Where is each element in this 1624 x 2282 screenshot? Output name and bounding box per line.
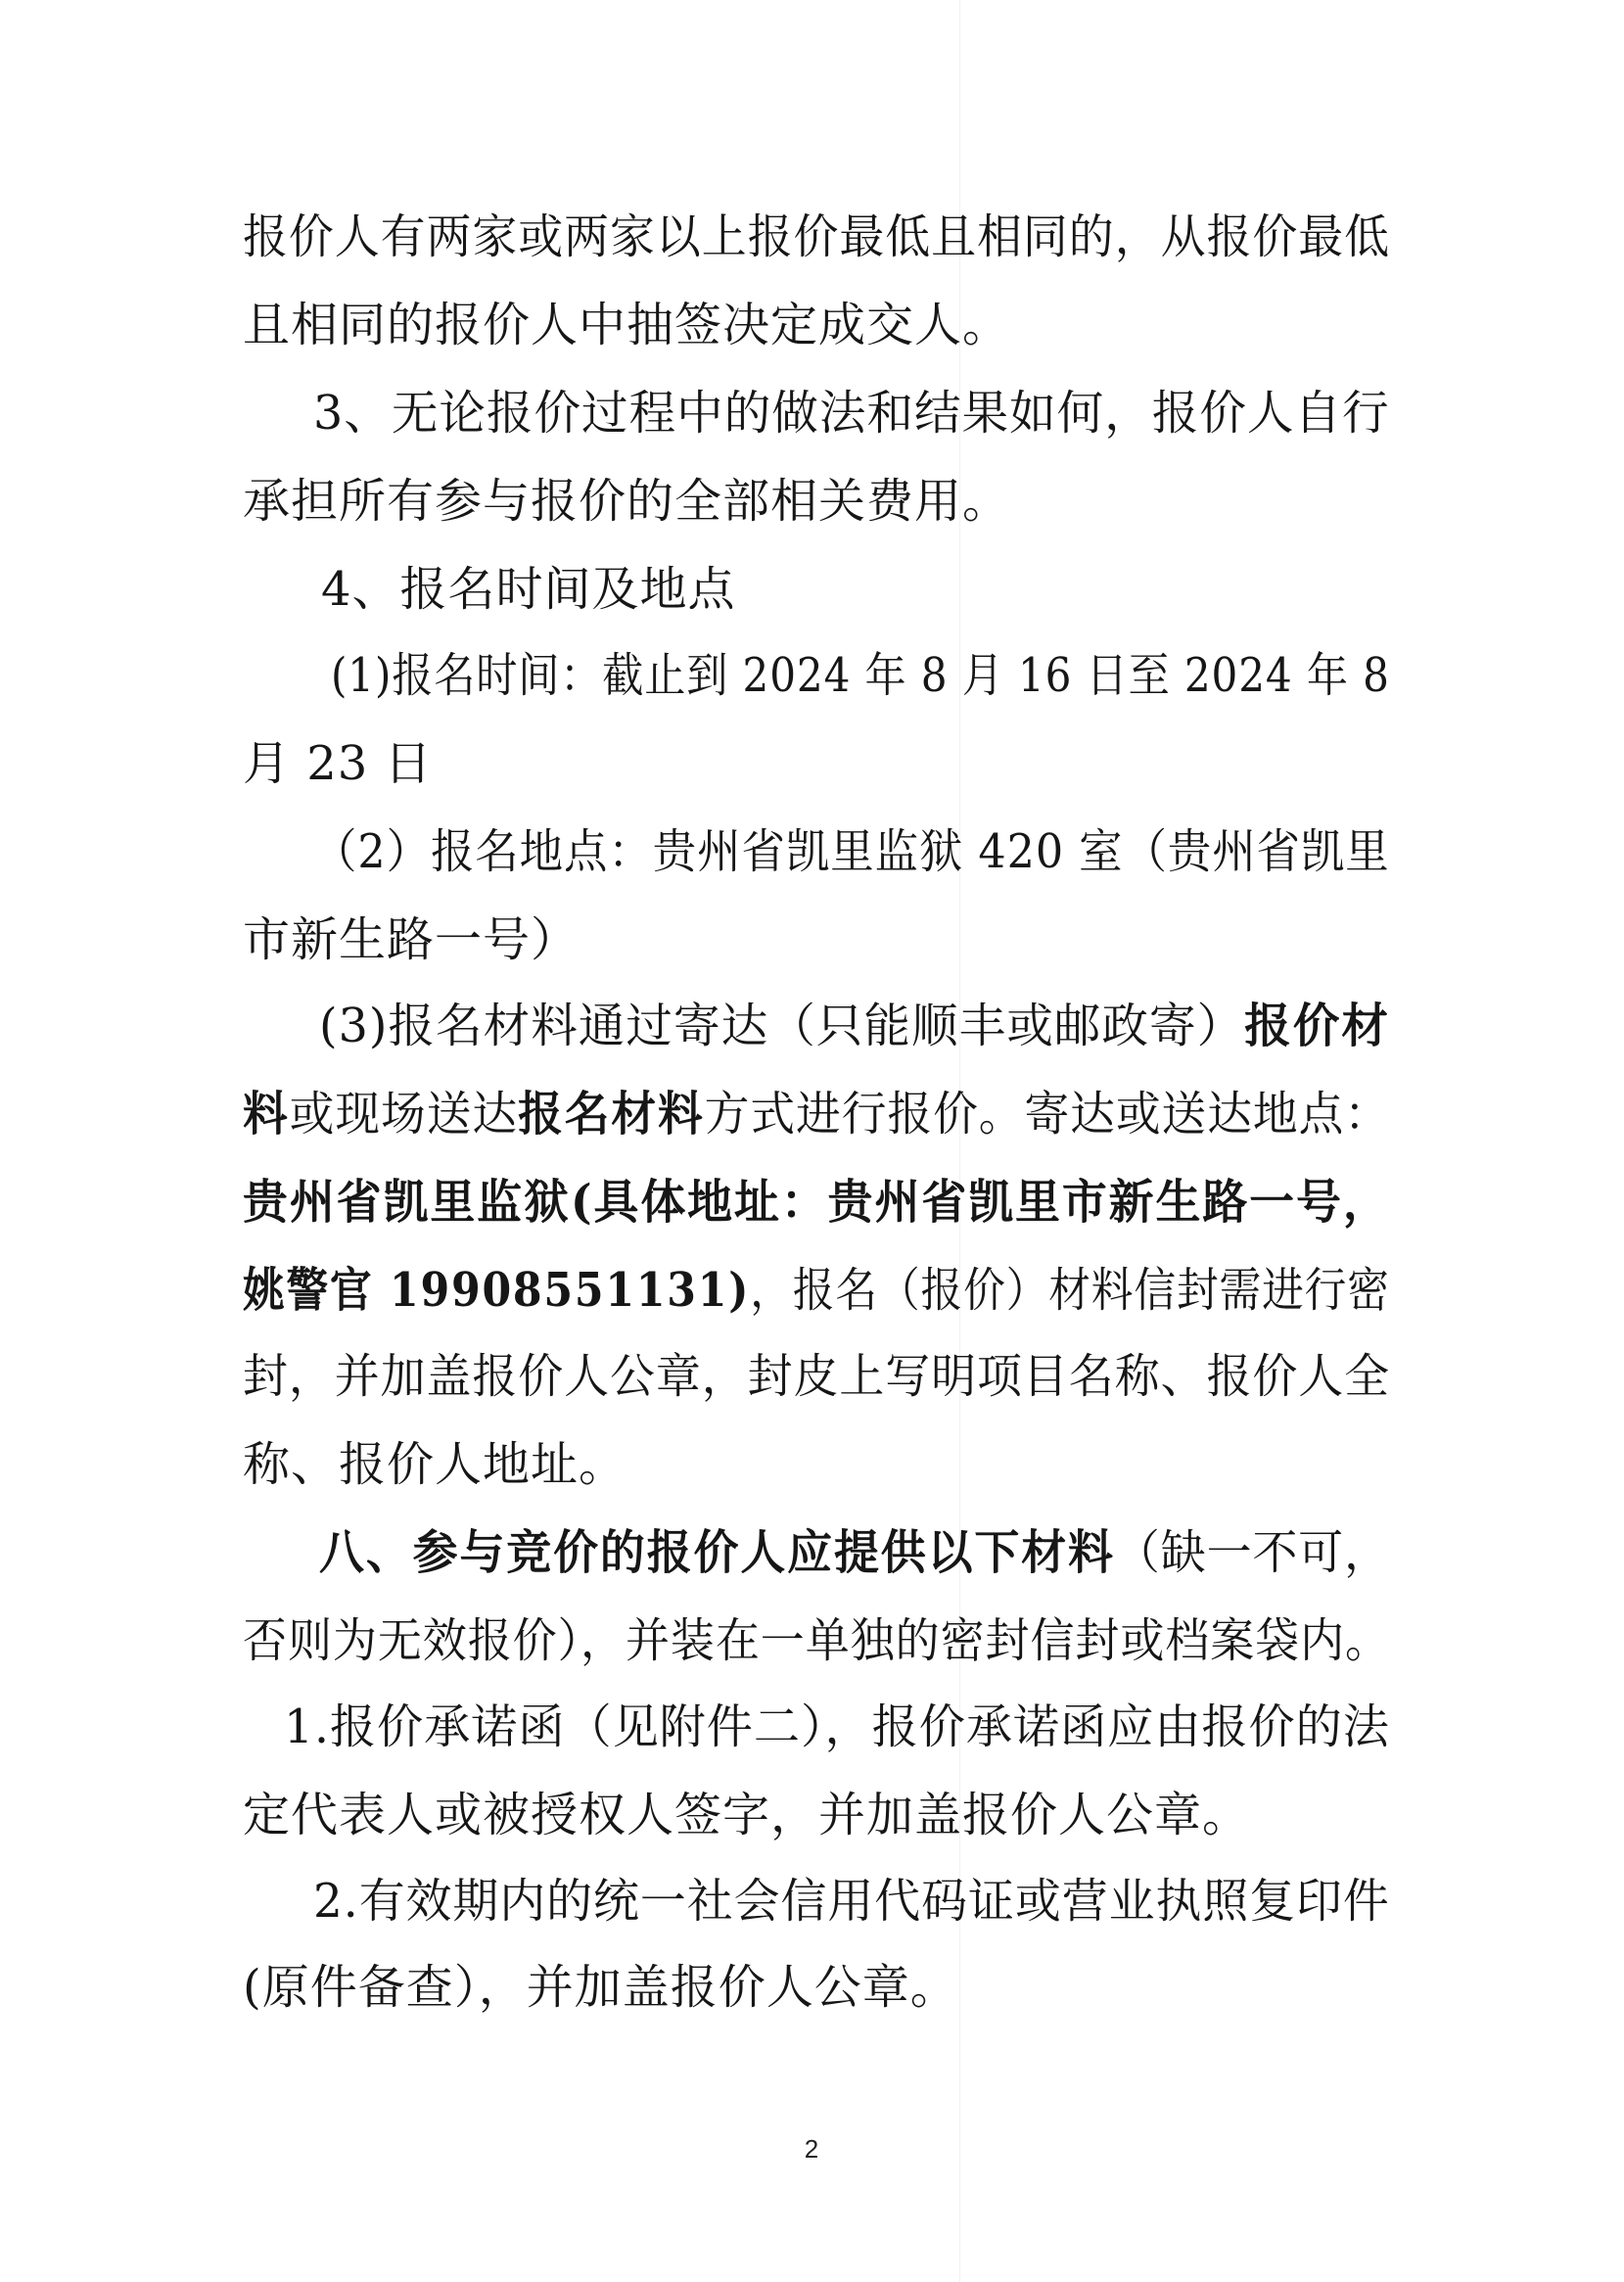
body-line-20: 2.有效期内的统一社会信用代码证或营业执照复印件 (313, 1874, 1390, 1929)
body-line-2: 且相同的报价人中抽签决定成交人。 (243, 298, 1011, 352)
body-line-19: 定代表人或被授权人签字，并加盖报价人公章。 (243, 1788, 1251, 1842)
body-line-16-bold: 八、参与竞价的报价人应提供以下材料 (319, 1525, 1115, 1580)
body-line-15: 称、报价人地址。 (243, 1437, 627, 1492)
body-line-10-bold: 报价材 (1244, 999, 1390, 1053)
body-line-16 (319, 1523, 1390, 1582)
body-line-10 (319, 997, 1390, 1055)
body-line-14: 封，并加盖报价人公章，封皮上写明项目名称、报价人全 (243, 1349, 1390, 1404)
body-line-9: 市新生路一号） (243, 912, 580, 967)
body-line-17: 否则为无效报价），并装在一单独的密封信封或档案袋内。 (243, 1613, 1391, 1668)
body-line-6: (1)报名时间：截止到 2024 年 8 月 16 日至 2024 年 8 (331, 648, 1390, 703)
body-line-11-bold-b: 报名材料 (518, 1087, 705, 1141)
page-number: 2 (804, 2134, 820, 2164)
body-line-4: 承担所有参与报价的全部相关费用。 (243, 474, 1011, 529)
body-line-1: 报价人有两家或两家以上报价最低且相同的，从报价最低 (243, 210, 1390, 264)
body-line-7: 月 23 日 (243, 736, 433, 791)
body-line-11 (243, 1085, 1390, 1143)
body-line-11-text-b: 方式进行报价。寄达或送达地点： (704, 1087, 1391, 1141)
body-line-8: （2）报名地点：贵州省凯里监狱 420 室（贵州省凯里 (313, 824, 1390, 879)
body-line-13-text: ，报名（报价）材料信封需进行密 (750, 1263, 1390, 1318)
body-line-21: (原件备查），并加盖报价人公章。 (243, 1960, 958, 2015)
body-line-3: 3、无论报价过程中的做法和结果如何，报价人自行 (313, 386, 1390, 441)
body-line-18: 1.报价承诺函（见附件二），报价承诺函应由报价的法 (284, 1700, 1390, 1754)
body-line-11-text-a: 或现场送达 (289, 1087, 519, 1141)
body-line-10-text: (3)报名材料通过寄达（只能顺丰或邮政寄） (319, 999, 1245, 1053)
body-line-12: 贵州省凯里监狱(具体地址：贵州省凯里市新生路一号， (243, 1175, 1390, 1230)
body-line-16-text: （缺一不可， (1114, 1525, 1391, 1580)
body-line-11-bold-a: 料 (243, 1087, 290, 1141)
body-line-13 (243, 1261, 1390, 1320)
body-line-5: 4、报名时间及地点 (321, 562, 736, 617)
body-line-13-bold: 姚警官 19908551131) (243, 1263, 751, 1318)
